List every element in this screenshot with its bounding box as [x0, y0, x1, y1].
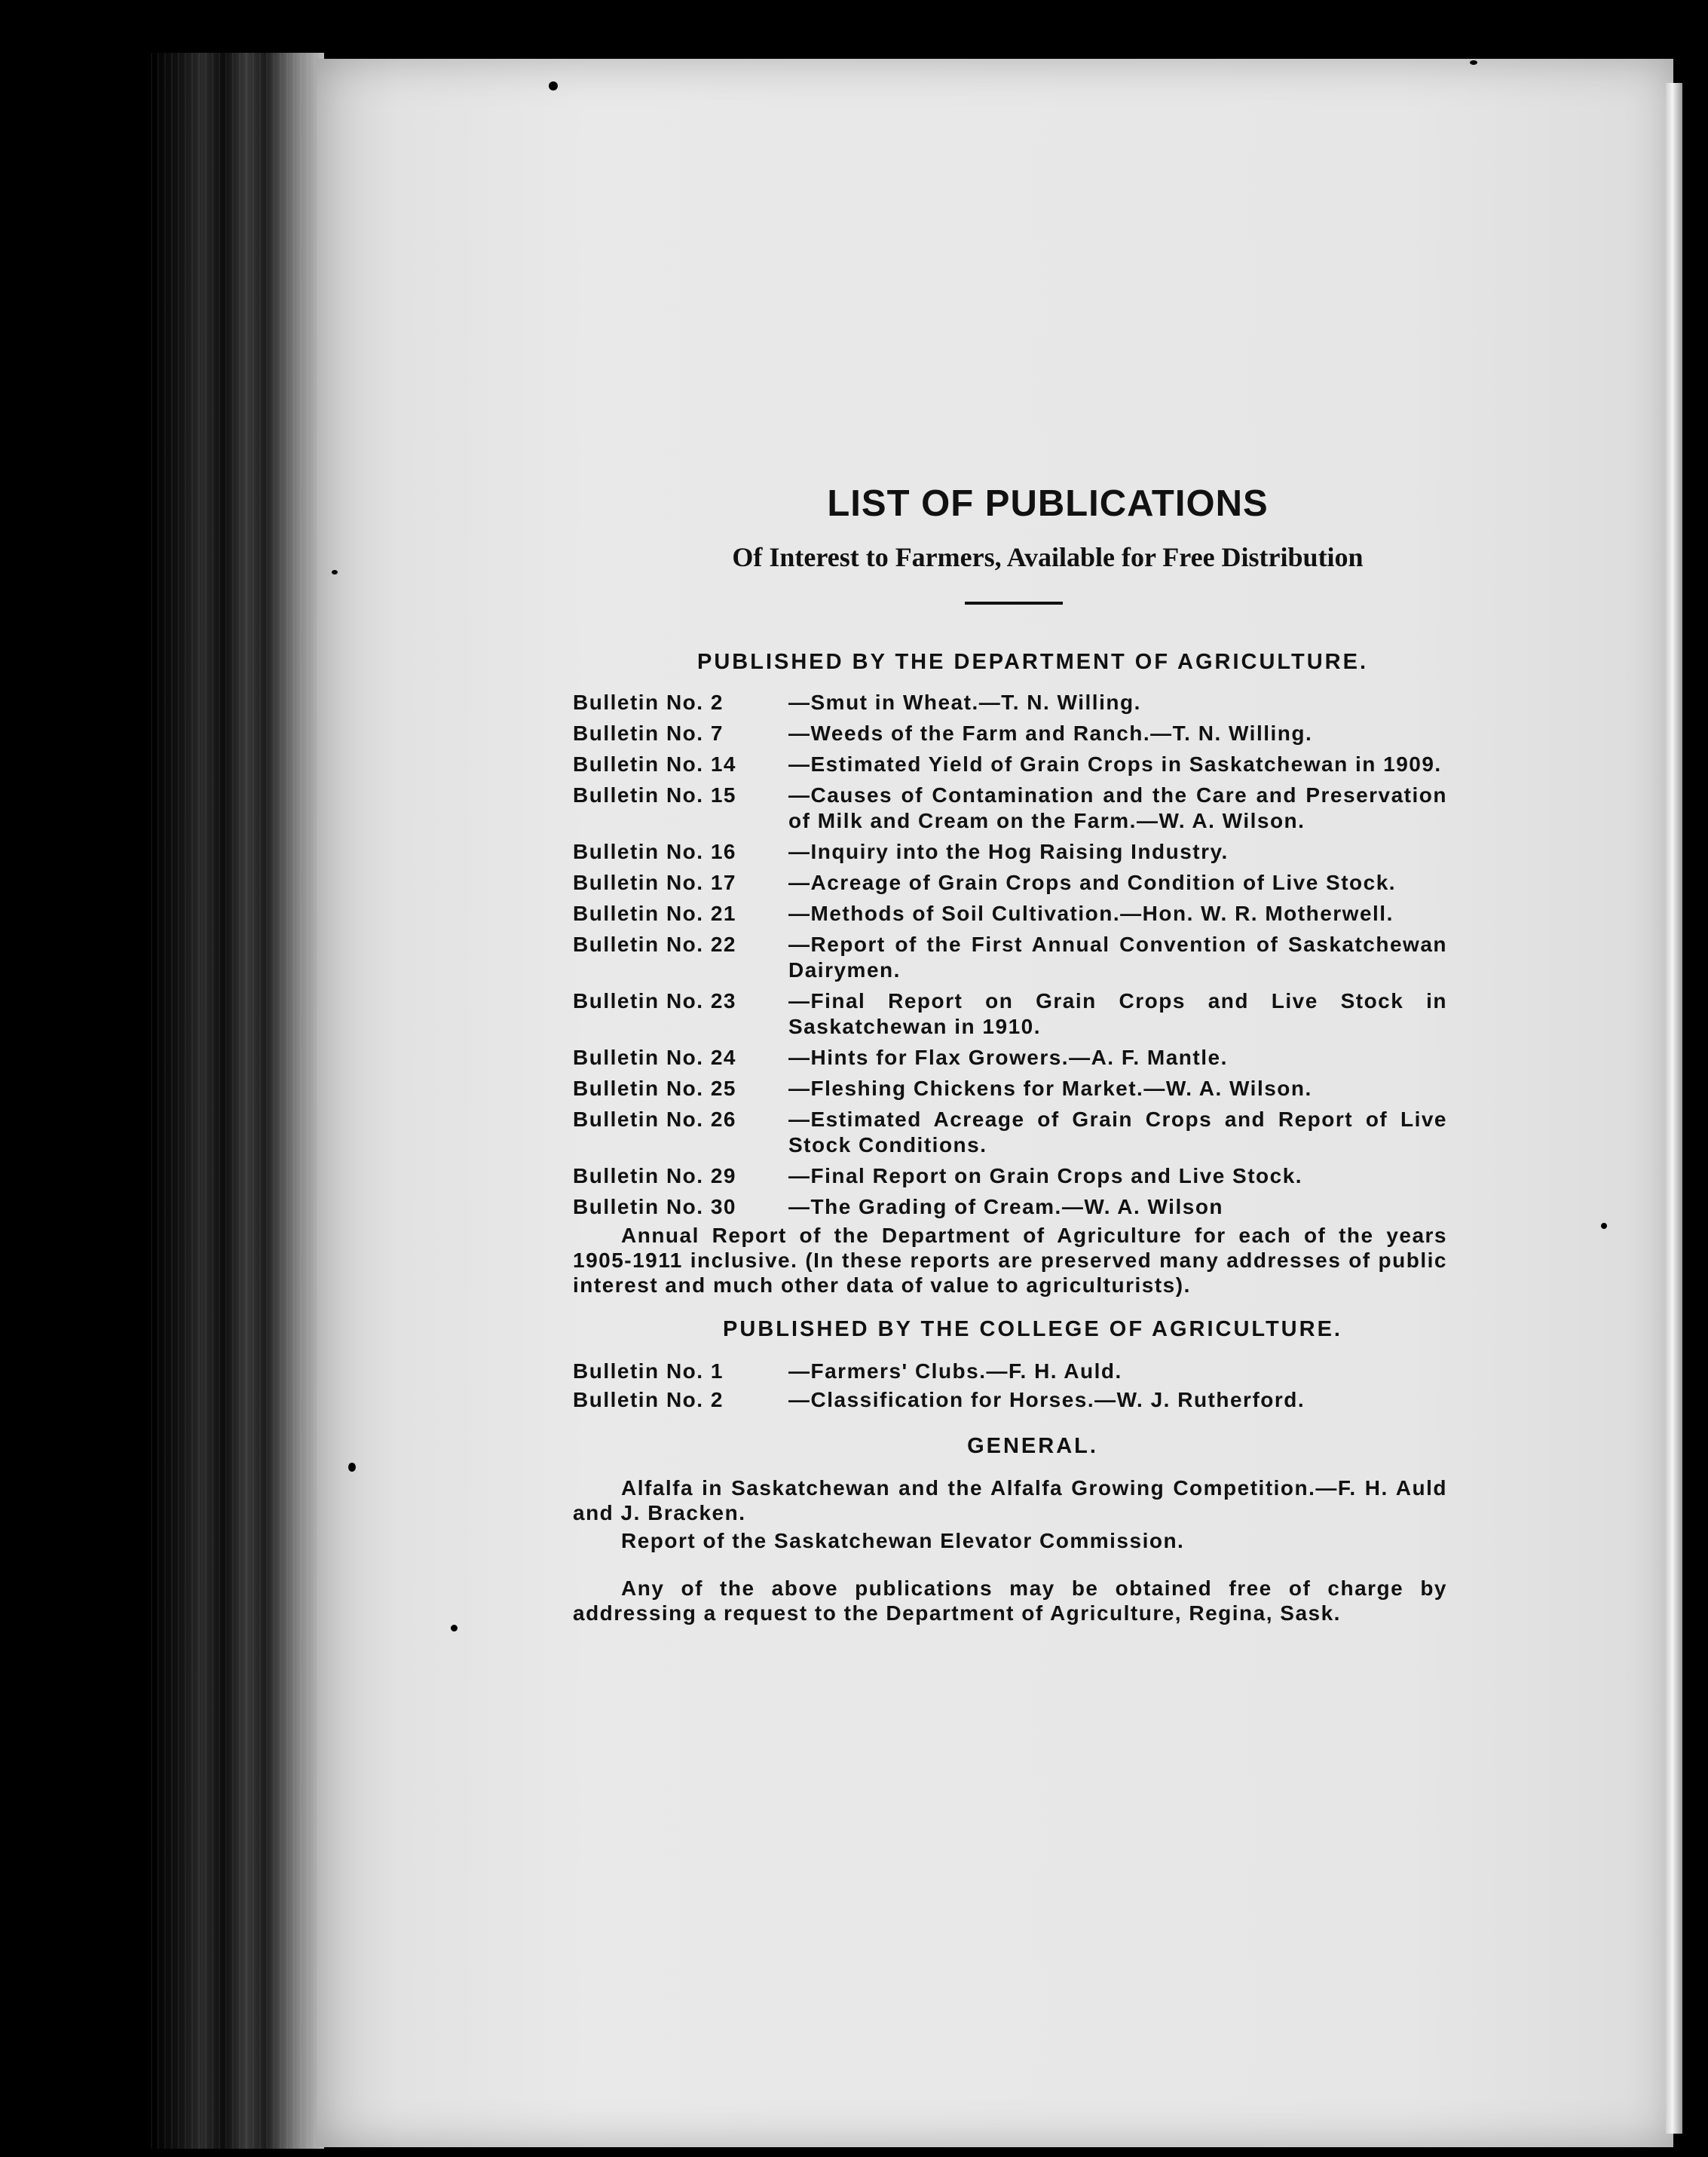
- bulletin-label: Bulletin No. 23: [573, 989, 736, 1013]
- facing-page-edge: [1666, 83, 1682, 2134]
- bulletin-label: Bulletin No. 29: [573, 1164, 736, 1187]
- bulletin-title: —Estimated Acreage of Grain Crops and Report of Live Stock Conditions.: [788, 1108, 1447, 1157]
- general-item: Alfalfa in Saskatchewan and the Alfalfa Growing Competition.—F. H. Auld and J. Bracken.: [573, 1476, 1447, 1524]
- bulletin-entry: [573, 1387, 1447, 1413]
- binding-streaks: [151, 53, 324, 2149]
- bulletin-title: —Inquiry into the Hog Raising Industry.: [788, 840, 1229, 863]
- bulletin-label: Bulletin No. 15: [573, 783, 736, 807]
- film-frame-right: [1682, 68, 1708, 2157]
- bulletin-entry: [573, 870, 1447, 896]
- bulletin-title: —Methods of Soil Cultivation.—Hon. W. R. Motherwell.: [788, 902, 1394, 925]
- bulletin-entry: [573, 783, 1447, 834]
- bulletin-label: Bulletin No. 26: [573, 1108, 736, 1131]
- bulletin-title: —Classification for Horses.—W. J. Rutherford.: [788, 1388, 1305, 1411]
- bulletin-entry: [573, 901, 1447, 927]
- section-heading-college: PUBLISHED BY THE COLLEGE OF AGRICULTURE.: [723, 1317, 1342, 1341]
- section-heading-general: GENERAL.: [967, 1434, 1098, 1458]
- title-rule: [965, 602, 1063, 605]
- bulletin-label: Bulletin No. 17: [573, 871, 736, 894]
- bulletin-entry: [573, 752, 1447, 777]
- bulletin-title: —Farmers' Clubs.—F. H. Auld.: [788, 1359, 1122, 1383]
- section-heading-department: PUBLISHED BY THE DEPARTMENT OF AGRICULTURE.: [697, 650, 1368, 674]
- bulletin-label: Bulletin No. 2: [573, 1388, 724, 1411]
- bulletin-label: Bulletin No. 16: [573, 840, 736, 863]
- bulletin-label: Bulletin No. 30: [573, 1195, 736, 1218]
- bulletin-label: Bulletin No. 21: [573, 902, 736, 925]
- bulletin-entry: [573, 1194, 1447, 1220]
- bulletin-title: —Smut in Wheat.—T. N. Willing.: [788, 691, 1141, 714]
- page-subtitle: Of Interest to Farmers, Available for Free Distribution: [732, 542, 1364, 572]
- bulletin-title: —Final Report on Grain Crops and Live Stock in Saskatchewan in 1910.: [788, 989, 1447, 1038]
- bulletin-title: —Report of the First Annual Convention of Saskatchewan Dairymen.: [788, 933, 1447, 982]
- bulletin-title: —Hints for Flax Growers.—A. F. Mantle.: [788, 1046, 1228, 1069]
- bulletin-entry: [573, 988, 1447, 1040]
- dust-speck: [332, 570, 338, 574]
- bulletin-label: Bulletin No. 24: [573, 1046, 736, 1069]
- bulletin-entry: [573, 1359, 1447, 1384]
- bulletin-entry: [573, 1076, 1447, 1101]
- bulletin-label: Bulletin No. 22: [573, 933, 736, 956]
- bulletin-title: —Acreage of Grain Crops and Condition of Live Stock.: [788, 871, 1397, 894]
- bulletin-entry: [573, 1107, 1447, 1158]
- bulletin-entry: [573, 1045, 1447, 1071]
- bulletin-label: Bulletin No. 14: [573, 752, 736, 776]
- bulletin-label: Bulletin No. 7: [573, 722, 724, 745]
- dust-speck: [1470, 60, 1477, 65]
- general-item: Report of the Saskatchewan Elevator Commission.: [621, 1529, 1185, 1552]
- dust-speck: [451, 1625, 458, 1632]
- bulletin-entry: [573, 932, 1447, 983]
- dust-speck: [549, 81, 558, 90]
- page-title: LIST OF PUBLICATIONS: [827, 483, 1269, 524]
- bulletin-title: —The Grading of Cream.—W. A. Wilson: [788, 1195, 1224, 1218]
- publications-list: [573, 483, 1447, 1625]
- bulletin-title: —Causes of Contamination and the Care and Preservation of Milk and Cream on the Farm.—W. A. Wilson.: [788, 783, 1447, 832]
- bulletin-entry: [573, 690, 1447, 715]
- dust-speck: [348, 1463, 356, 1472]
- bulletin-label: Bulletin No. 25: [573, 1077, 736, 1100]
- bulletin-title: —Final Report on Grain Crops and Live Stock.: [788, 1164, 1303, 1187]
- bulletin-title: —Estimated Yield of Grain Crops in Saskatchewan in 1909.: [788, 752, 1442, 776]
- closing-note: Any of the above publications may be obtained free of charge by addressing a request to the Department of Agriculture, Regina, Sask.: [573, 1576, 1447, 1625]
- annual-report-note: Annual Report of the Department of Agriculture for each of the years 1905-1911 inclusive. (In these reports are preserved many addresses of public interest and much other data of value to agriculturists).: [573, 1224, 1447, 1297]
- bulletin-title: —Weeds of the Farm and Ranch.—T. N. Willing.: [788, 722, 1313, 745]
- bulletin-entry: [573, 839, 1447, 865]
- bulletin-entry: [573, 721, 1447, 746]
- bulletin-title: —Fleshing Chickens for Market.—W. A. Wilson.: [788, 1077, 1312, 1100]
- bulletin-label: Bulletin No. 2: [573, 691, 724, 714]
- dust-speck: [1601, 1223, 1607, 1229]
- bulletin-label: Bulletin No. 1: [573, 1359, 724, 1383]
- bulletin-entry: [573, 1163, 1447, 1189]
